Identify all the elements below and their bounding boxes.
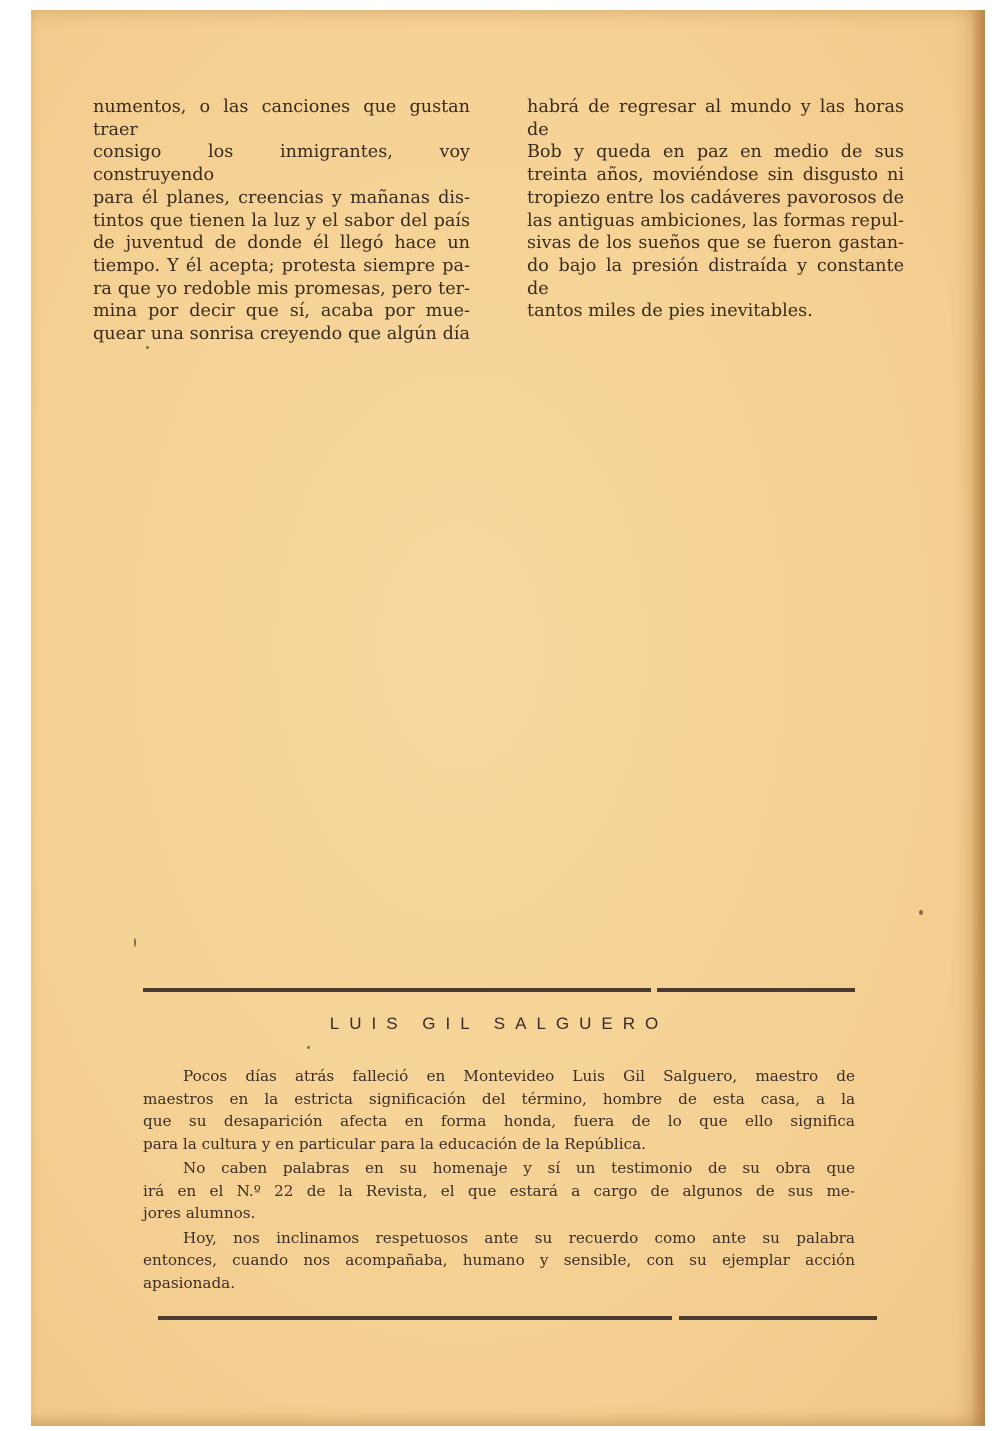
left-line-8: mina por decir que sí, acaba por mue- [93, 301, 470, 322]
left-line-3: para él planes, creencias y mañanas dis- [93, 187, 470, 208]
obit-p3-line-3: apasionada. [143, 1273, 236, 1292]
left-line-6: tiempo. Y él acepta; protesta siempre pa- [93, 255, 470, 276]
right-line-4: tropiezo entre los cadáveres pavorosos de [527, 187, 904, 208]
divider-top-left [143, 988, 651, 992]
obituary-paragraph-2 [143, 1157, 855, 1225]
divider-bottom-right [679, 1316, 877, 1320]
left-line-5: de juventud de donde él llegó hace un [93, 233, 470, 254]
paper-speck [307, 1046, 310, 1049]
left-line-1: numentos, o las canciones que gustan traer [93, 97, 470, 140]
paper-speck [146, 346, 149, 349]
page-edge-shadow [971, 10, 985, 1426]
right-line-1: habrá de regresar al mundo y las horas de [527, 97, 904, 140]
right-line-7: do bajo la presión distraída y constante de [527, 255, 904, 299]
magazine-page [31, 10, 985, 1426]
right-line-2: Bob y queda en paz en medio de sus [527, 142, 904, 163]
left-line-9: quear una sonrisa creyendo que algún día [93, 324, 470, 345]
right-line-8: tantos miles de pies inevitables. [527, 301, 813, 322]
obit-p1-line-1: Pocos días atrás falleció en Montevideo Luis Gil Salguero, maestro de [183, 1067, 855, 1085]
divider-bottom-left [158, 1316, 672, 1320]
paper-speck [134, 938, 136, 947]
text-column-left [93, 96, 470, 346]
obit-p2-line-3: jores alumnos. [143, 1204, 256, 1222]
obituary-paragraph-3 [143, 1227, 855, 1295]
obit-p3-line-2: entonces, cuando nos acompañaba, humano y sensible, con su ejemplar acción [143, 1251, 855, 1269]
obituary-paragraph-1 [143, 1065, 855, 1155]
obit-p2-line-1: No caben palabras en su homenaje y sí un testimonio de su obra que [183, 1159, 855, 1177]
right-line-3: treinta años, moviéndose sin disgusto ni [527, 165, 904, 186]
text-column-right [527, 96, 904, 323]
right-line-6: sivas de los sueños que se fueron gastan- [527, 233, 904, 254]
left-line-7: ra que yo redoble mis promesas, pero ter- [93, 278, 470, 299]
left-line-2: consigo los inmigrantes, voy construyendo [93, 142, 470, 186]
obit-p1-line-2: maestros en la estricta significación del término, hombre de esta casa, a la [143, 1089, 855, 1108]
obit-p3-line-1: Hoy, nos inclinamos respetuosos ante su recuerdo como ante su palabra [183, 1228, 855, 1247]
obituary-text [143, 1065, 855, 1296]
obit-p1-line-4: para la cultura y en particular para la educación de la República. [143, 1134, 646, 1153]
left-line-4: tintos que tienen la luz y el sabor del país [93, 210, 470, 231]
obit-p2-line-2: irá en el N.º 22 de la Revista, el que estará a cargo de algunos de sus me- [143, 1181, 855, 1200]
obituary-title: LUIS GIL SALGUERO [329, 1014, 669, 1033]
right-line-5: las antiguas ambiciones, las formas repul- [527, 210, 904, 231]
obit-p1-line-3: que su desaparición afecta en forma honda, fuera de lo que ello significa [143, 1112, 855, 1130]
divider-top-right [657, 988, 855, 992]
paper-speck [919, 910, 923, 915]
